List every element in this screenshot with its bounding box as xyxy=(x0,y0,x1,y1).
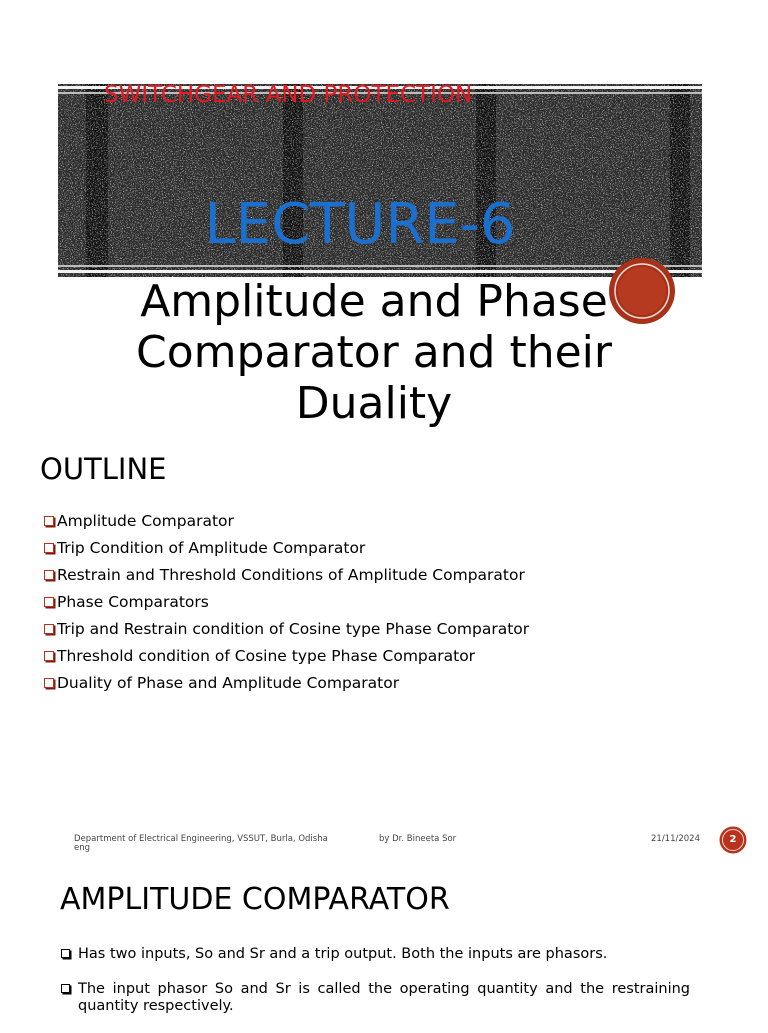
list-item: Duality of Phase and Amplitude Comparator xyxy=(44,670,529,697)
square-bullet-icon xyxy=(44,651,54,661)
outline-heading: OUTLINE xyxy=(40,452,167,486)
slide-title: Amplitude and Phase Comparator and their Duality xyxy=(136,276,612,429)
square-bullet-icon xyxy=(44,678,54,688)
footer-department: Department of Electrical Engineering, VSSUT, Burla, Odisha eng xyxy=(74,834,328,853)
list-item: Trip Condition of Amplitude Comparator xyxy=(44,535,529,562)
square-bullet-icon xyxy=(61,949,70,958)
square-bullet-icon xyxy=(44,516,54,526)
square-bullet-icon xyxy=(61,984,70,993)
footer-author: by Dr. Bineeta Sor xyxy=(379,834,457,844)
list-item: Threshold condition of Cosine type Phase Comparator xyxy=(44,643,529,670)
course-title: SWITCHGEAR AND PROTECTION xyxy=(104,82,473,108)
square-bullet-icon xyxy=(44,624,54,634)
list-item: Phase Comparators xyxy=(44,589,529,616)
section-heading: AMPLITUDE COMPARATOR xyxy=(60,882,450,917)
footer-date: 21/11/2024 xyxy=(651,834,700,844)
bullet-list xyxy=(60,946,690,1033)
list-item: Has two inputs, So and Sr and a trip output. Both the inputs are phasors. xyxy=(60,946,690,963)
list-item: Trip and Restrain condition of Cosine type Phase Comparator xyxy=(44,616,529,643)
list-item: The input phasor So and Sr is called the operating quantity and the restraining quantity respectively. xyxy=(60,981,690,1015)
square-bullet-icon xyxy=(44,597,54,607)
lecture-number: LECTURE-6 xyxy=(204,192,516,257)
list-item: Amplitude Comparator xyxy=(44,508,529,535)
list-item: Restrain and Threshold Conditions of Amplitude Comparator xyxy=(44,562,529,589)
outline-list xyxy=(44,508,529,697)
page-number: 2 xyxy=(729,834,737,845)
square-bullet-icon xyxy=(44,570,54,580)
square-bullet-icon xyxy=(44,543,54,553)
